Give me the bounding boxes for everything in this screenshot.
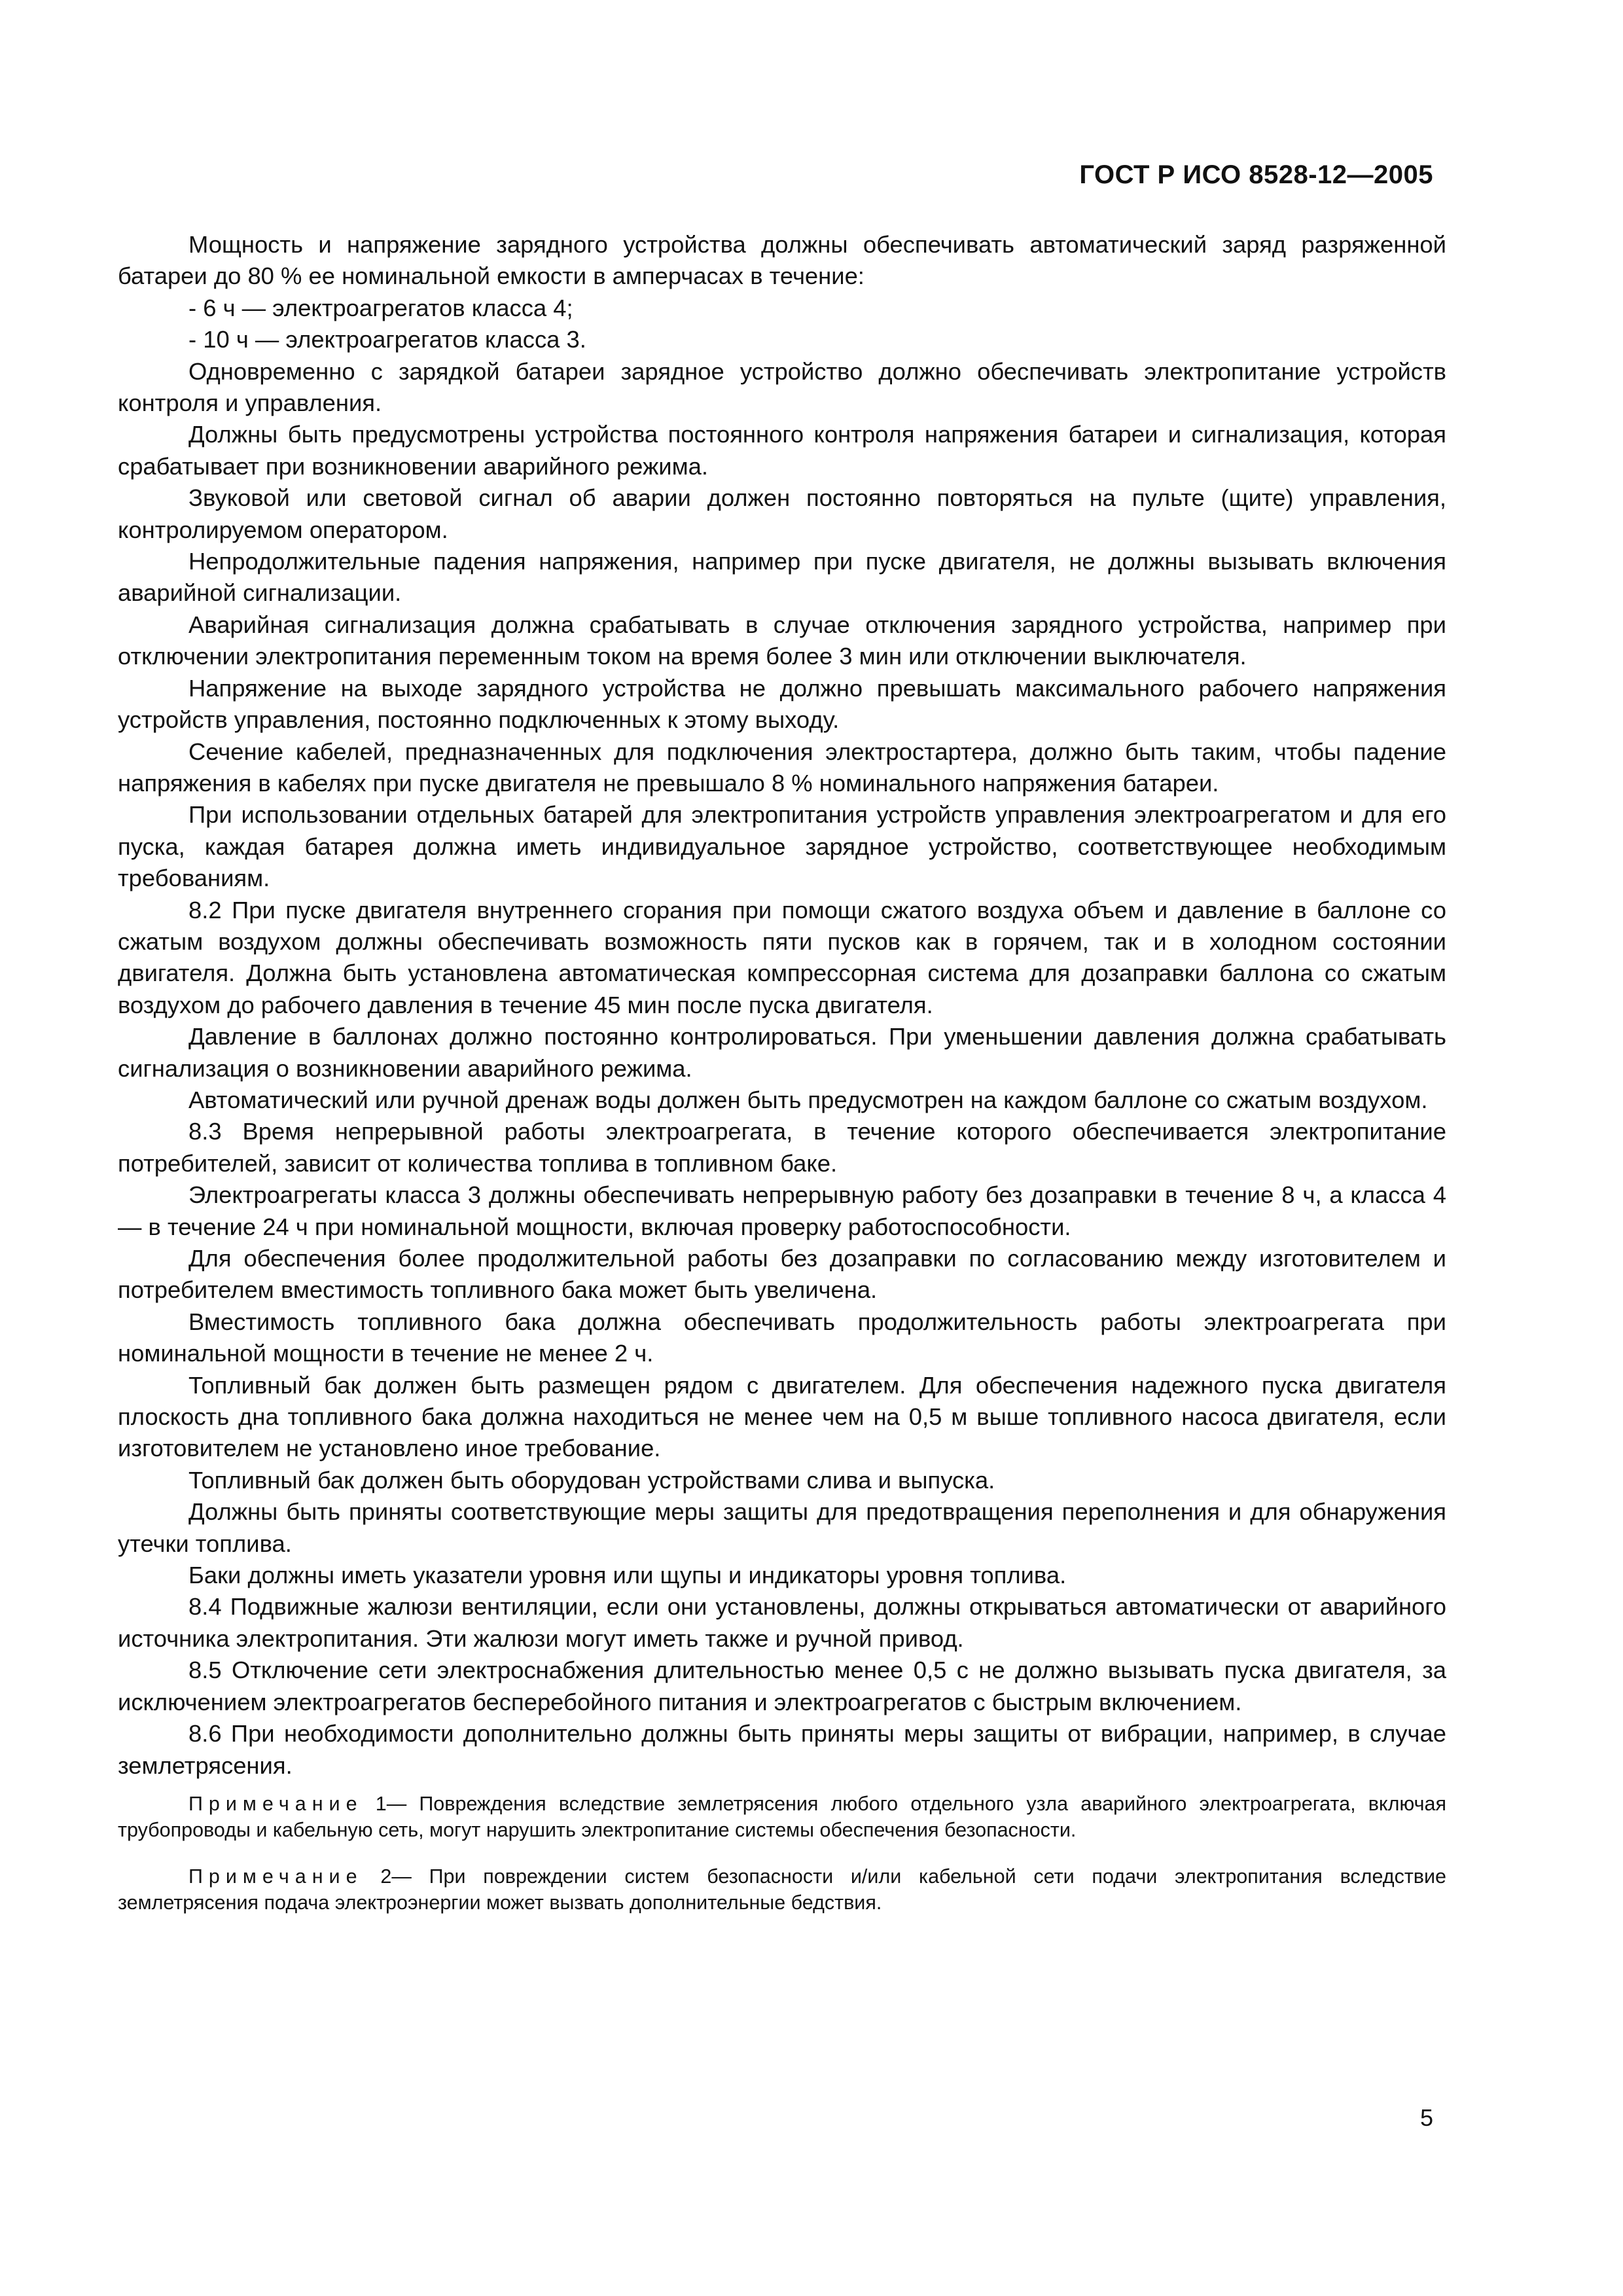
paragraph: Автоматический или ручной дренаж воды должен быть предусмотрен на каждом баллоне со сжатым воздухом.	[188, 1086, 1428, 1113]
paragraph: Давление в баллонах должно постоянно контролироваться. При уменьшении давления должна срабатывать сигнализация о возникновении аварийного режима.	[118, 1023, 1446, 1082]
paragraph-section-8-2: 8.2 При пуске двигателя внутреннего сгорания при помощи сжатого воздуха объем и давление в баллоне со сжатым воздухом должны обеспечивать возможность пяти пусков как в горячем, так и в холодном состоянии двигателя. Должна быть установлена автоматическая компрессорная система для дозаправки баллона со сжатым воздухом до рабочего давления в течение 45 мин после пуска двигателя.	[118, 896, 1446, 1018]
list-item: - 10 ч — электроагрегатов класса 3.	[188, 326, 586, 353]
standard-header: ГОСТ Р ИСО 8528-12—2005	[1079, 160, 1433, 189]
note-text: — Повреждения вследствие землетрясения любого отдельного узла аварийного электроагрегата, включая трубопроводы и кабельную сеть, могут нарушить электропитание системы обеспечения безопасности.	[118, 1792, 1446, 1842]
paragraph: Одновременно с зарядкой батареи зарядное устройство должно обеспечивать электропитание устройств контроля и управления.	[118, 357, 1446, 417]
paragraph: Для обеспечения более продолжительной работы без дозаправки по согласованию между изготовителем и потребителем вместимость топливного бака может быть увеличена.	[118, 1245, 1446, 1304]
note-number: 2	[380, 1865, 392, 1888]
paragraph: Мощность и напряжение зарядного устройства должны обеспечивать автоматический заряд разряженной батареи до 80 % ее номинальной емкости в амперчасах в течение:	[118, 231, 1446, 290]
paragraph-section-8-3: 8.3 Время непрерывной работы электроагрегата, в течение которого обеспечивается электропитание потребителей, зависит от количества топлива в топливном баке.	[118, 1118, 1446, 1177]
note-label: Примечание	[188, 1865, 363, 1888]
paragraph: При использовании отдельных батарей для электропитания устройств управления электроагрегатом и для его пуска, каждая батарея должна иметь индивидуальное зарядное устройство, соответствующее необходимым требованиям.	[118, 801, 1446, 892]
page-number: 5	[1419, 2104, 1433, 2131]
list-item: - 6 ч — электроагрегатов класса 4;	[188, 294, 573, 321]
paragraph-section-8-5: 8.5 Отключение сети электроснабжения длительностью менее 0,5 с не должно вызывать пуска двигателя, за исключением электроагрегатов бесперебойного питания и электроагрегатов с быстрым включением.	[118, 1657, 1446, 1715]
document-body	[118, 229, 1446, 1916]
paragraph: Электроагрегаты класса 3 должны обеспечивать непрерывную работу без дозаправки в течение 8 ч, а класса 4 — в течение 24 ч при номинальной мощности, включая проверку работоспособности.	[118, 1181, 1446, 1240]
paragraph: Топливный бак должен быть оборудован устройствами слива и выпуска.	[188, 1466, 995, 1494]
note-1	[118, 1791, 1446, 1844]
note-text: — При повреждении систем безопасности и/или кабельной сети подачи электропитания вследствие землетрясения подача электроэнергии может вызвать дополнительные бедствия.	[118, 1865, 1446, 1914]
paragraph-section-8-6: 8.6 При необходимости дополнительно должны быть приняты меры защиты от вибрации, например, в случае землетрясения.	[118, 1720, 1446, 1779]
note-label: Примечание	[188, 1792, 363, 1815]
paragraph: Вместимость топливного бака должна обеспечивать продолжительность работы электроагрегата при номинальной мощности в течение не менее 2 ч.	[118, 1308, 1446, 1367]
paragraph-section-8-4: 8.4 Подвижные жалюзи вентиляции, если они установлены, должны открываться автоматически от аварийного источника электропитания. Эти жалюзи могут иметь также и ручной привод.	[118, 1593, 1446, 1652]
paragraph: Баки должны иметь указатели уровня или щупы и индикаторы уровня топлива.	[188, 1562, 1067, 1589]
paragraph: Непродолжительные падения напряжения, например при пуске двигателя, не должны вызывать включения аварийной сигнализации.	[118, 548, 1446, 607]
paragraph: Топливный бак должен быть размещен рядом с двигателем. Для обеспечения надежного пуска двигателя плоскость дна топливного бака должна находиться не менее чем на 0,5 м выше топливного насоса двигателя, если изготовителем не установлено иное требование.	[118, 1371, 1446, 1462]
paragraph: Напряжение на выходе зарядного устройства не должно превышать максимального рабочего напряжения устройств управления, постоянно подключенных к этому выходу.	[118, 674, 1446, 734]
paragraph: Звуковой или световой сигнал об аварии должен постоянно повторяться на пульте (щите) управления, контролируемом оператором.	[118, 484, 1446, 543]
note-number: 1	[375, 1792, 387, 1815]
paragraph: Аварийная сигнализация должна срабатывать в случае отключения зарядного устройства, например при отключении электропитания переменным током на время более 3 мин или отключении выключателя.	[118, 611, 1446, 670]
paragraph: Сечение кабелей, предназначенных для подключения электростартера, должно быть таким, чтобы падение напряжения в кабелях при пуске двигателя не превышало 8 % номинального напряжения батареи.	[118, 738, 1446, 797]
paragraph: Должны быть предусмотрены устройства постоянного контроля напряжения батареи и сигнализация, которая срабатывает при возникновении аварийного режима.	[118, 421, 1446, 480]
paragraph: Должны быть приняты соответствующие меры защиты для предотвращения переполнения и для обнаружения утечки топлива.	[118, 1498, 1446, 1557]
note-2	[118, 1863, 1446, 1916]
